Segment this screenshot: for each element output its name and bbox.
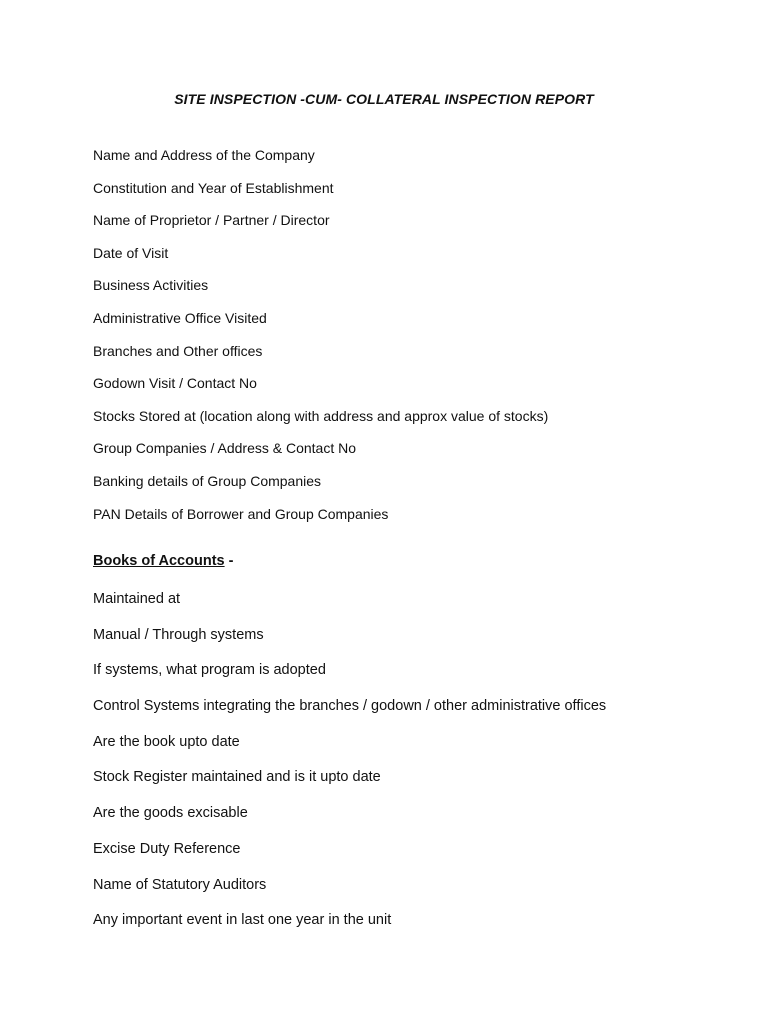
books-item-manual-systems: Manual / Through systems — [93, 626, 264, 643]
field-godown-visit: Godown Visit / Contact No — [93, 375, 257, 392]
field-group-companies: Group Companies / Address & Contact No — [93, 440, 357, 457]
books-item-maintained-at: Maintained at — [93, 591, 181, 607]
books-item-excise-duty: Excise Duty Reference — [93, 840, 241, 857]
books-item-important-event: Any important event in last one year in the unit — [93, 912, 392, 929]
books-item-control-systems: Control Systems integrating the branches / godown / other administrative offices — [93, 698, 607, 715]
field-branches: Branches and Other offices — [93, 342, 263, 359]
field-constitution-year: Constitution and Year of Establishment — [93, 179, 334, 196]
field-banking-details: Banking details of Group Companies — [93, 472, 322, 489]
field-company-name-address: Name and Address of the Company — [93, 147, 315, 163]
field-business-activities: Business Activities — [93, 277, 209, 294]
field-proprietor-name: Name of Proprietor / Partner / Director — [93, 212, 330, 229]
books-item-upto-date: Are the book upto date — [93, 733, 240, 750]
books-heading-suffix: - — [224, 553, 234, 569]
field-admin-office: Administrative Office Visited — [93, 309, 267, 326]
field-pan-details: PAN Details of Borrower and Group Companies — [93, 505, 389, 522]
books-item-excisable: Are the goods excisable — [93, 805, 248, 822]
company-fields-list — [93, 145, 548, 536]
field-date-of-visit: Date of Visit — [93, 244, 169, 261]
books-item-program-adopted: If systems, what program is adopted — [93, 662, 326, 679]
report-title: SITE INSPECTION -CUM- COLLATERAL INSPECTION REPORT — [174, 91, 594, 107]
field-stocks-stored: Stocks Stored at (location along with address and approx value of stocks) — [93, 407, 549, 424]
books-item-stock-register: Stock Register maintained and is it upto date — [93, 769, 381, 786]
books-item-statutory-auditors: Name of Statutory Auditors — [93, 876, 267, 893]
books-heading-text: Books of Accounts — [93, 553, 225, 569]
books-of-accounts-list — [93, 588, 606, 945]
books-of-accounts-heading — [93, 553, 233, 569]
